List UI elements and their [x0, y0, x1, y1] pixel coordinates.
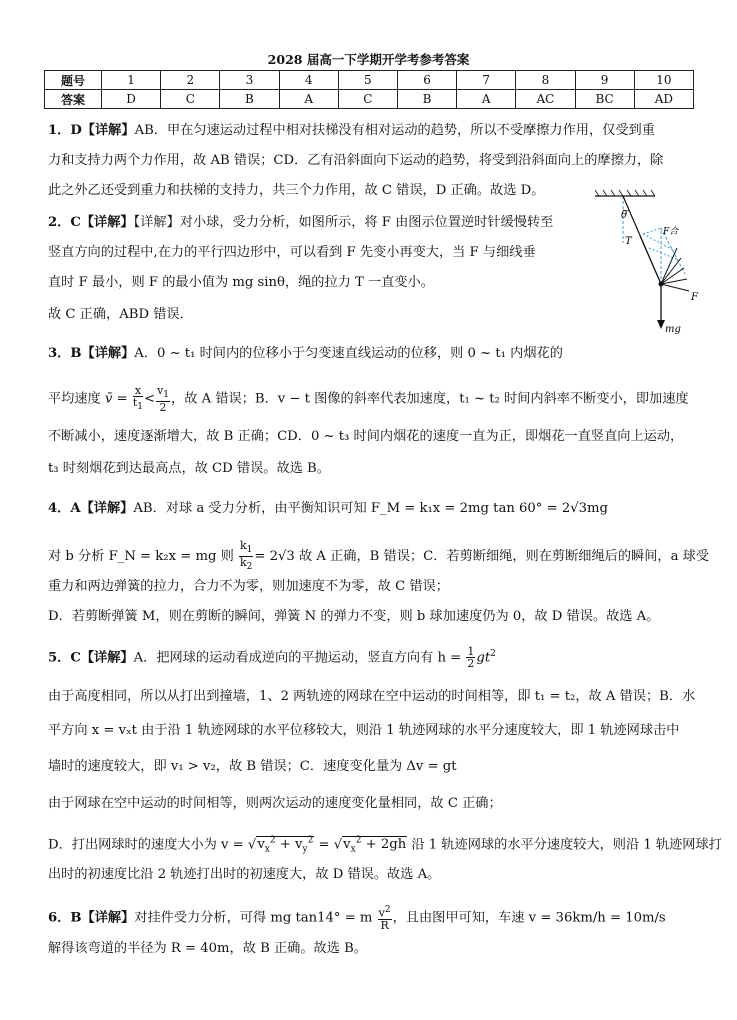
table-row-answers — [45, 90, 694, 109]
q1-line-3: 此之外乙还受到重力和扶梯的支持力，共三个力作用，故 C 错误，D 正确。故选 D。 — [48, 183, 545, 198]
q3-line-1 — [48, 345, 563, 363]
q4-line-3: 重力和两边弹簧的拉力，合力不为零，则加速度不为零，故 C 错误； — [48, 579, 449, 594]
fraction: $\frac{1}{2}$ — [467, 645, 475, 671]
q4-line-4: D．若剪断弹簧 M，则在剪断的瞬间，弹簧 N 的弹力不变，则 b 球加速度仍为 0，故 D 错误。故选 A。 — [48, 609, 660, 624]
table-cell: AD — [634, 90, 693, 109]
table-cell: A — [457, 90, 516, 109]
q3-text-c: ，故 A 错误；B． — [171, 391, 278, 407]
q3-text-d: v − t 图像的斜率代表加速度， — [277, 391, 460, 407]
q1-line-1 — [48, 122, 655, 140]
fraction: $\frac{v_1}{2}$ — [157, 384, 170, 415]
table-cell: AC — [516, 90, 575, 109]
q1-line-2: 力和支持力两个力作用，故 AB 错误；CD．乙有沿斜面向下运动的趋势，将受到沿斜面向上的摩擦力，除 — [48, 153, 664, 168]
table-cell: A — [279, 90, 338, 109]
fig-label-theta: θ — [621, 210, 628, 221]
q3-text-avg: 平均速度 — [48, 391, 101, 407]
fig-label-fhe: F合 — [663, 227, 679, 237]
q5-line-3: 平方向 x = vₓt 由于沿 1 轨迹网球的水平位移较大，则沿 1 轨迹网球的水平分速度较大，即 1 轨迹网球击中 — [48, 723, 680, 738]
table-cell: 1 — [102, 71, 161, 90]
table-cell: 6 — [397, 71, 456, 90]
q5-line-1: 5．C【详解】A．把网球的运动看成逆向的平抛运动，竖直方向有 h = $\frac{1}{2}$ $gt^2$ — [48, 645, 496, 671]
force-diagram — [595, 188, 710, 336]
q6-text-a: 对挂件受力分析，可得 mg tan14° = m — [134, 910, 373, 926]
q4-line-1 — [48, 500, 608, 518]
fig-label-mg: mg — [665, 324, 681, 335]
table-cell: C — [161, 90, 220, 109]
q4-line-2 — [48, 540, 709, 573]
q4-text: AB．对球 a 受力分析，由平衡知识可知 F_M = k₁x = 2mg tan 60° = 2√3mg — [133, 501, 608, 516]
table-cell: C — [338, 90, 397, 109]
table-cell: 10 — [634, 71, 693, 90]
table-cell: B — [397, 90, 456, 109]
q6-line-2: 解得该弯道的半径为 R = 40m，故 B 正确。故选 B。 — [48, 941, 367, 956]
q2-heading: 2．C【详解】 — [48, 215, 134, 230]
table-row-numbers — [45, 71, 694, 90]
answer-table — [44, 70, 694, 109]
q1-text: AB．甲在匀速运动过程中相对扶梯没有相对运动的趋势，所以不受摩擦力作用，仅受到重 — [134, 123, 655, 138]
q5-line-7: 出时的初速度比沿 2 轨迹打出时的初速度大，故 D 错误。故选 A。 — [48, 867, 441, 882]
q6-heading: 6．B【详解】 — [48, 910, 135, 926]
table-cell: 8 — [516, 71, 575, 90]
fig-label-f: F — [691, 292, 698, 303]
q3-text-e: t₁ ~ t₂ 时间内斜率不断变小，即加速度 — [459, 391, 689, 407]
q5-line-4: 墙时的速度较大，即 v₁ > v₂，故 B 错误；C．速度变化量为 Δv = gt — [48, 759, 457, 774]
q6-text-b: ，且由图甲可知，车速 v = 36km/h = 10m/s — [392, 910, 666, 926]
q2-line-1 — [48, 214, 553, 232]
table-cell: 2 — [161, 71, 220, 90]
q4-text-a: 对 b 分析 F_N = k₂x = mg 则 — [48, 549, 234, 565]
table-cell: 4 — [279, 71, 338, 90]
table-cell: 5 — [338, 71, 397, 90]
q5-line-5: 由于网球在空中运动的时间相等，则两次运动的速度变化量相同，故 C 正确； — [48, 796, 502, 811]
table-cell: 9 — [575, 71, 634, 90]
q3-text-a: A． — [134, 346, 157, 361]
table-cell: BC — [575, 90, 634, 109]
q3-heading: 3．B【详解】 — [48, 346, 135, 361]
table-cell: B — [220, 90, 279, 109]
table-cell: 3 — [220, 71, 279, 90]
q3-line-4: t₃ 时刻烟花到达最高点，故 CD 错误。故选 B。 — [48, 461, 330, 476]
q1-heading: 1．D【详解】 — [48, 123, 135, 138]
page-title: 2028 届高一下学期开学考参考答案 — [267, 52, 470, 67]
q3-text-b: 0 ~ t₁ 时间内的位移小于匀变速直线运动的位移，则 0 ~ t₁ 内烟花的 — [156, 346, 563, 361]
q3-text-f: 不断减小，速度逐渐增大，故 B 正确；CD． — [48, 429, 311, 444]
q3-line-2: 平均速度 v̄ = $\frac{x}{t_1}$ < $\frac{v_1}{2}$ ，故 A 错误；B．v − t 图像的斜率代表加速度，t₁ ~ t₂ 时间内斜率不断变小，即加速度 — [48, 384, 689, 415]
q2-line-4: 故 C 正确，ABD 错误． — [48, 307, 193, 322]
q2-text: 【详解】对小球，受力分析，如图所示，将 F 由图示位置逆时针缓慢转至 — [133, 215, 554, 230]
q3-line-3 — [48, 428, 683, 446]
fraction: $\frac{x}{t_1}$ — [132, 384, 144, 413]
fraction: $\frac{v^2}{R}$ — [378, 905, 391, 932]
q2-line-2: 竖直方向的过程中,在力的平行四边形中，可以看到 F 先变小再变大，当 F 与细线垂 — [48, 245, 536, 260]
q5-text-a: D．打出网球时的速度大小为 v = — [48, 837, 244, 853]
q6-line-1 — [48, 905, 666, 931]
q5-line-6: D．打出网球时的速度大小为 $v = √v_x^2 + v_y^2 = √v_x^2 + 2gh$ 沿 1 轨迹网球的水平分速度较大，则沿 1 轨迹网球打 — [48, 836, 722, 856]
q5-line-2: 由于高度相同，所以从打出到撞墙，1、2 两轨迹的网球在空中运动的时间相等，即 t₁ = t₂，故 A 错误；B．水 — [48, 689, 696, 704]
row-label-number: 题号 — [45, 71, 102, 90]
q5-heading: 5．C【详解】 — [48, 650, 134, 666]
q3-text-g: 0 ~ t₃ 时间内烟花的速度一直为正，即烟花一直竖直向上运动， — [310, 429, 684, 444]
row-label-answer: 答案 — [45, 90, 102, 109]
q4-heading: 4．A【详解】 — [48, 501, 134, 516]
fraction: $\frac{k_1}{k_2}$ — [239, 539, 253, 573]
q4-text-b: = 2√3 故 A 正确，B 错误；C．若剪断细绳，则在剪断细绳后的瞬间，a 球受 — [254, 549, 710, 565]
q5-text: A．把网球的运动看成逆向的平抛运动，竖直方向有 h = — [133, 650, 462, 666]
table-cell: D — [102, 90, 161, 109]
fig-label-t: T — [625, 236, 632, 247]
q5-text-b: 沿 1 轨迹网球的水平分速度较大，则沿 1 轨迹网球打 — [411, 837, 722, 853]
table-cell: 7 — [457, 71, 516, 90]
q2-line-3: 直时 F 最小，则 F 的最小值为 mg sinθ，绳的拉力 T 一直变小。 — [48, 275, 434, 290]
